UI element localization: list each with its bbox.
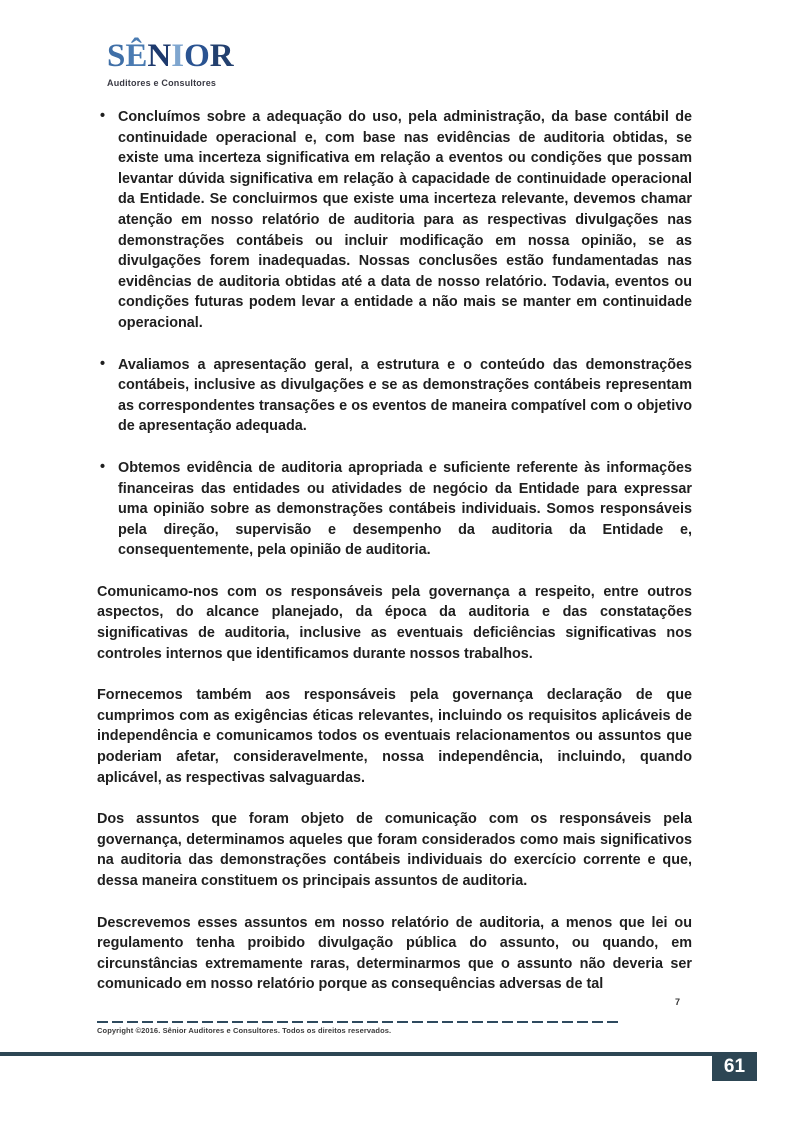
bullet-item [97, 107, 692, 334]
logo-tagline: Auditores e Consultores [107, 78, 217, 88]
bullet-icon: • [100, 355, 106, 372]
paragraph: Descrevemos esses assuntos em nosso relatório de auditoria, a menos que lei ou regulamento tenha proibido divulgação pública do assunto, ou quando, em circunstâncias extremamente raras, determinarmos que o assunto não deveria ser comunicado em nosso relatório porque as consequências adversas de tal [97, 914, 692, 993]
bullet-icon: • [100, 108, 106, 124]
bullet-text: Concluímos sobre a adequação do uso, pela administração, da base contábil de continuidade operacional e, com base nas evidências de auditoria obtidas, se existe uma incerteza significativa em relação a eventos ou condições que possam levantar dúvida significativa em relação à capacidade de continuidade operacional da Entidade. Se concluirmos que existe uma incerteza relevante, devemos chamar atenção em nosso relatório de auditoria para as respectivas divulgações nas demonstrações contábeis ou incluir modificação em nossa opinião, se as divulgações forem inadequadas. Nossas conclusões estão fundamentadas nas evidências de auditoria obtidas até a data de nosso relatório. Todavia, eventos ou condições futuras podem levar a entidade a não mais se manter em continuidade operacional. [118, 109, 692, 331]
footer-divider [97, 1021, 618, 1023]
document-body [97, 107, 692, 995]
paragraph: Fornecemos também aos responsáveis pela governança declaração de que cumprimos com as exigências éticas relevantes, incluindo os requisitos aplicáveis de independência e comunicamos todos os eventuais relacionamentos ou assuntos que poderiam afetar, consideravelmente, nossa independência, incluindo, quando aplicável, as respectivas salvaguardas. [97, 687, 692, 786]
logo-wordmark: SÊNIOR [107, 38, 234, 74]
bullet-item [97, 355, 692, 437]
company-logo [107, 40, 234, 88]
paragraph: Dos assuntos que foram objeto de comunicação com os responsáveis pela governança, determinamos aqueles que foram considerados como mais significativos na auditoria das demonstrações contábeis individuais do exercício corrente e que, dessa maneira constituem os principais assuntos de auditoria. [97, 811, 692, 889]
bullet-text: Avaliamos a apresentação geral, a estrutura e o conteúdo das demonstrações contábeis, inclusive as divulgações e se as demonstrações contábeis representam as correspondentes transações e os eventos de maneira compatível com o objetivo de apresentação adequada. [118, 356, 692, 435]
paragraph: Comunicamo-nos com os responsáveis pela governança a respeito, entre outros aspectos, do alcance planejado, da época da auditoria e das constatações significativas de auditoria, inclusive as eventuais deficiências significativas nos controles internos que identificamos durante nossos trabalhos. [97, 583, 692, 662]
footer-accent-bar [0, 1052, 712, 1056]
page-number-badge: 61 [712, 1052, 757, 1081]
bullet-icon: • [100, 458, 106, 475]
bullet-list [97, 107, 692, 561]
bullet-item [97, 458, 692, 561]
copyright-text: Copyright ©2016. Sênior Auditores e Consultores. Todos os direitos reservados. [97, 1026, 392, 1035]
bullet-text: Obtemos evidência de auditoria apropriada e suficiente referente às informações financeiras das entidades ou atividades de negócio da Entidade para expressar uma opinião sobre as demonstrações contábeis individuais. Somos responsáveis pela direção, supervisão e desempenho da auditoria da Entidade e, consequentemente, pela opinião de auditoria. [118, 459, 692, 559]
page-number: 7 [674, 997, 680, 1007]
